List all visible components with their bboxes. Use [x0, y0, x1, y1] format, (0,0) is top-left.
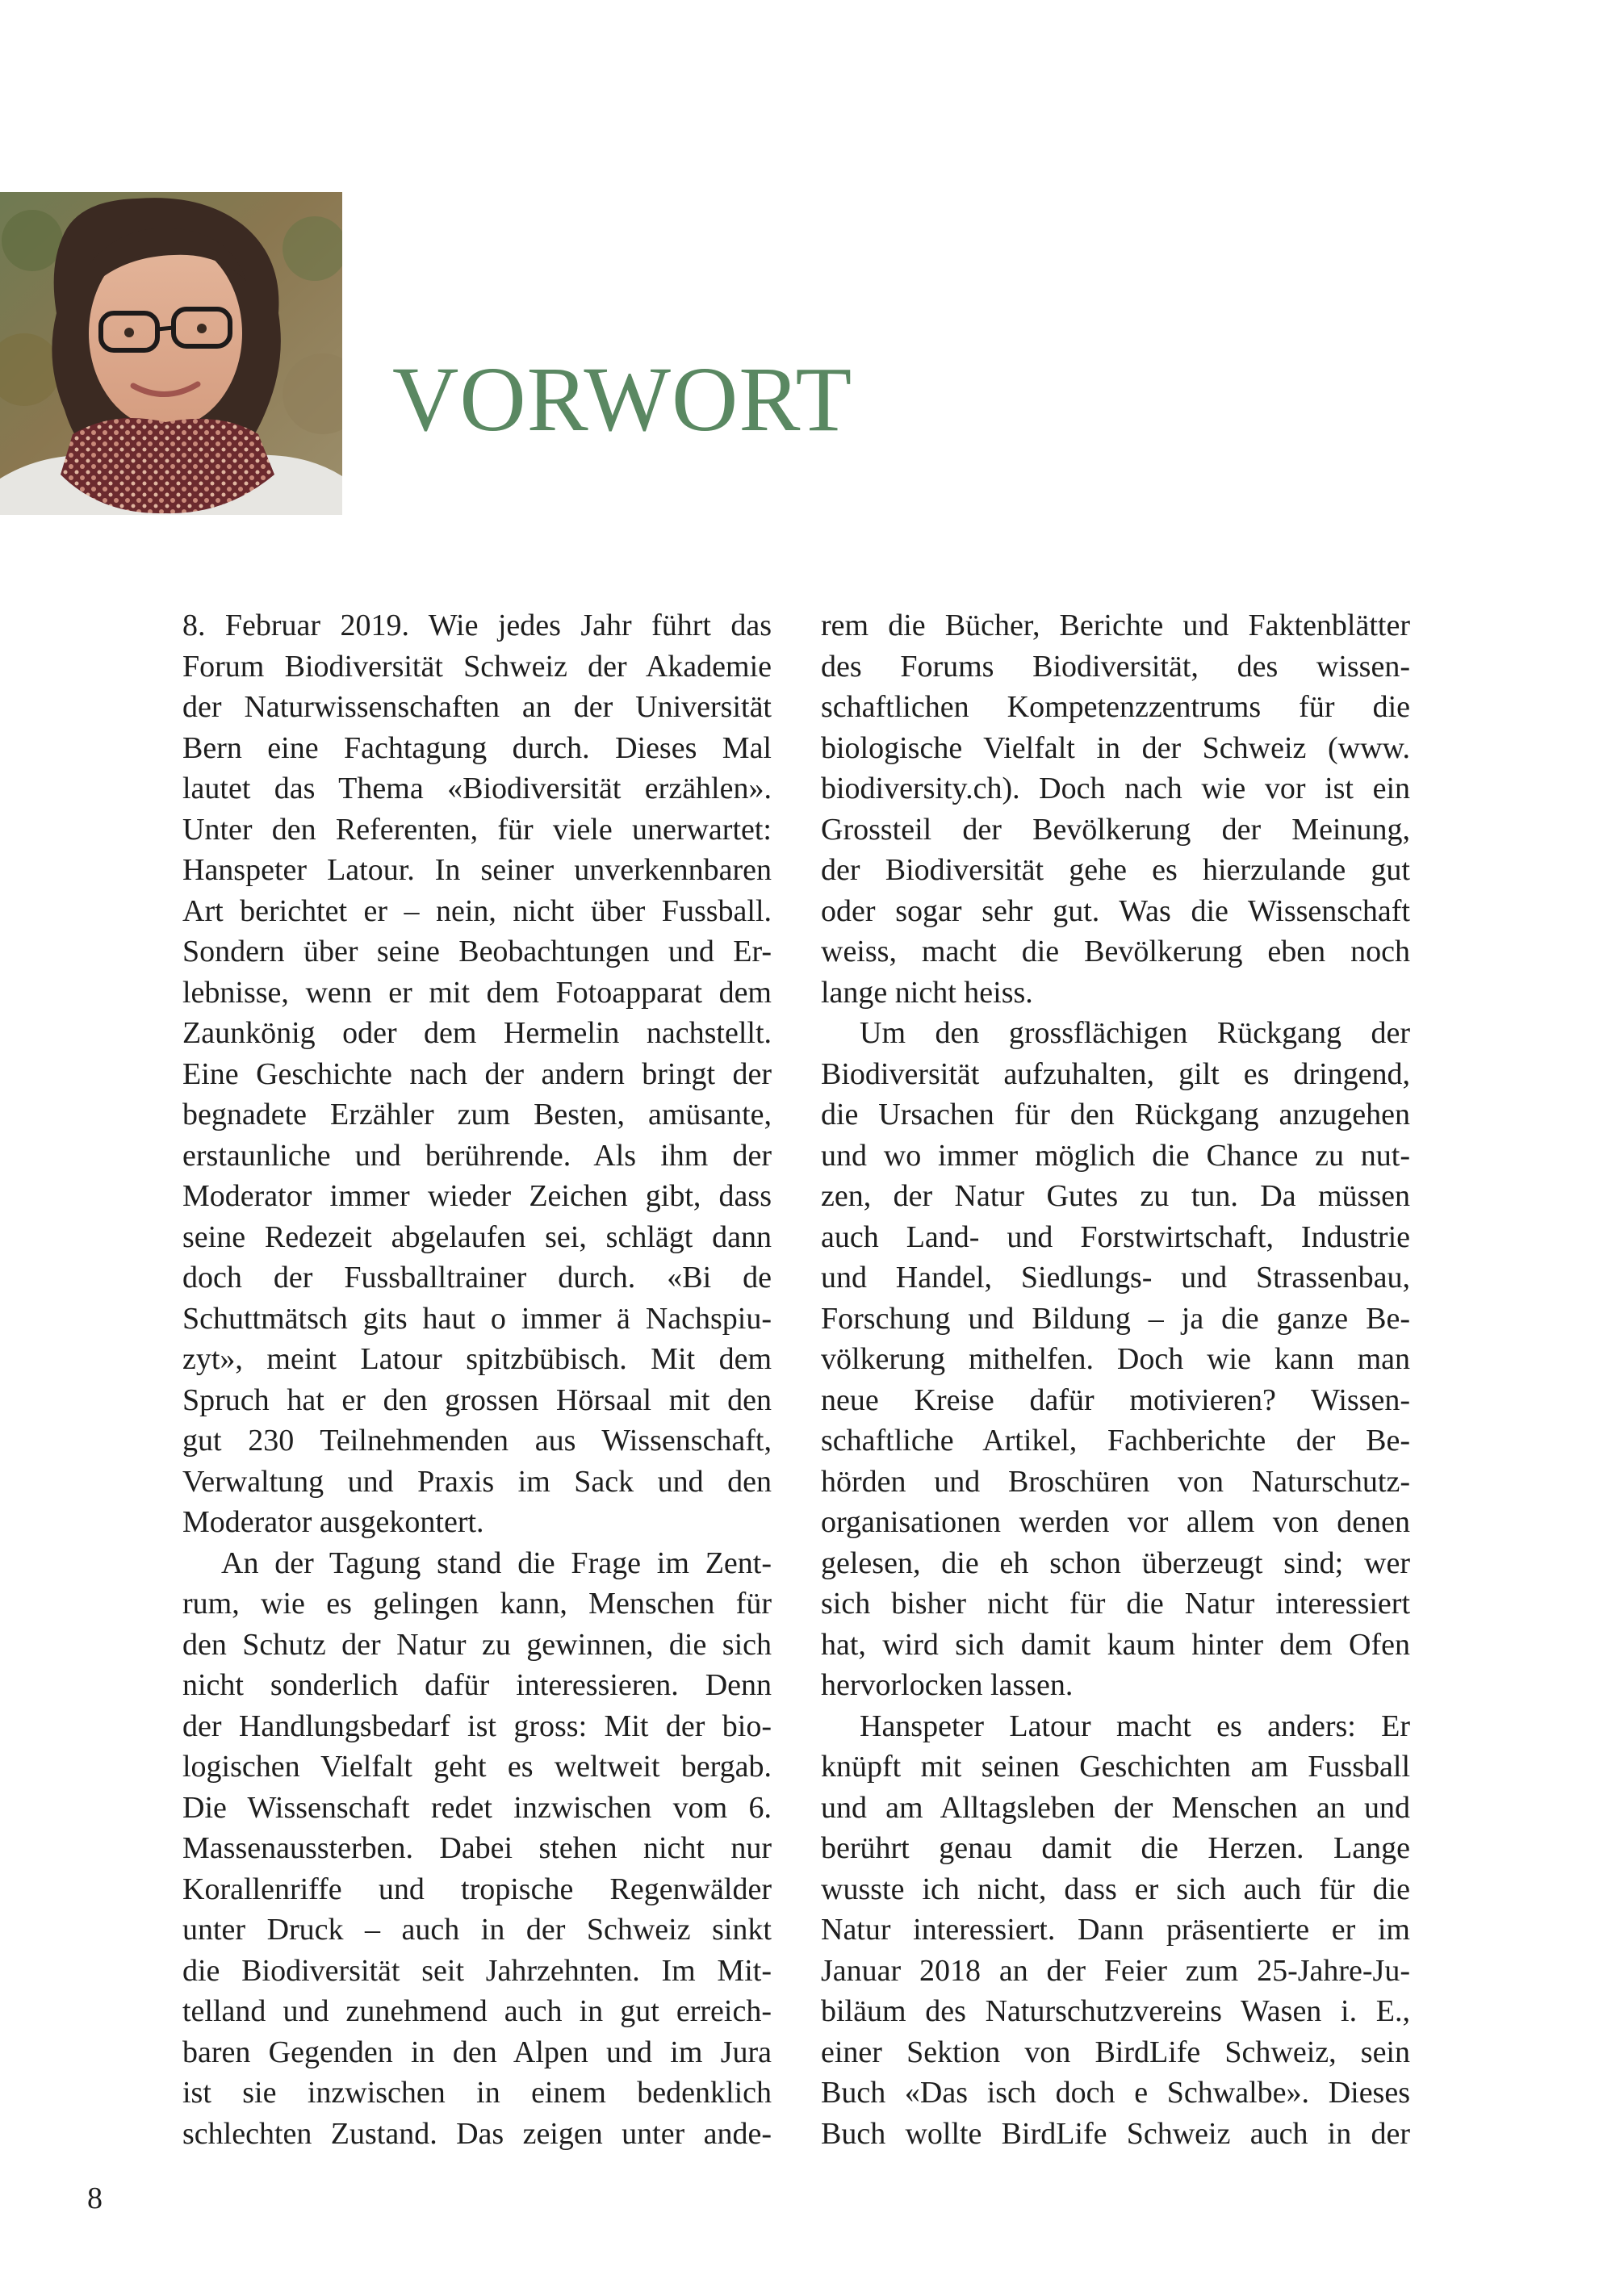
text-line: Eine Geschichte nach der andern bringt der	[182, 1056, 772, 1091]
text-line: gelesen, die eh schon überzeugt sind; wer	[821, 1546, 1410, 1580]
text-line: erstaunliche und berührende. Als ihm der	[182, 1138, 772, 1173]
text-line: Januar 2018 an der Feier zum 25-Jahre-Ju-	[821, 1953, 1410, 1988]
text-line: telland und zunehmend auch in gut erreich-	[182, 1994, 772, 2028]
text-line: gut 230 Teilnehmenden aus Wissenschaft,	[182, 1424, 772, 1458]
text-line: schlechten Zustand. Das zeigen unter ande-	[182, 2116, 772, 2151]
text-line: hörden und Broschüren von Naturschutz-	[821, 1464, 1410, 1499]
text-line: Massenaussterben. Dabei stehen nicht nur	[182, 1831, 772, 1865]
text-line: biodiversity.ch). Doch nach wie vor ist ein	[821, 772, 1410, 805]
text-line: organisationen werden vor allem von denen	[821, 1505, 1410, 1539]
text-line: des Forums Biodiversität, des wissen-	[821, 649, 1410, 684]
text-line: Unter den Referenten, für viele unerwartet:	[182, 812, 772, 847]
text-line: baren Gegenden in den Alpen und im Jura	[182, 2035, 772, 2069]
text-line: Buch «Das isch doch e Schwalbe». Dieses	[821, 2076, 1410, 2110]
text-line: logischen Vielfalt geht es weltweit bergab.	[182, 1750, 772, 1784]
text-column-right	[821, 605, 1410, 2154]
text-line: begnadete Erzähler zum Besten, amüsante,	[182, 1098, 772, 1131]
text-line: der Handlungsbedarf ist gross: Mit der bio-	[182, 1709, 772, 1743]
text-line: Korallenriffe und tropische Regenwälder	[182, 1872, 772, 1906]
text-line: weiss, macht die Bevölkerung eben noch	[821, 935, 1410, 968]
text-line: auch Land- und Forstwirtschaft, Industrie	[821, 1219, 1410, 1254]
text-line: biläum des Naturschutzvereins Wasen i. E.,	[821, 1994, 1410, 2028]
text-line: Schuttmätsch gits haut o immer ä Nachspiu-	[182, 1301, 772, 1336]
text-line: berührt genau damit die Herzen. Lange	[821, 1831, 1410, 1865]
text-line: zen, der Natur Gutes zu tun. Da müssen	[821, 1179, 1410, 1213]
text-line: An der Tagung stand die Frage im Zent-	[221, 1546, 772, 1580]
text-line: der Naturwissenschaften an der Universität	[182, 690, 772, 724]
text-line: Um den grossflächigen Rückgang der	[860, 1016, 1410, 1050]
text-line: rem die Bücher, Berichte und Faktenblätter	[821, 609, 1410, 642]
page-number: 8	[87, 2181, 103, 2215]
text-line: Sondern über seine Beobachtungen und Er-	[182, 935, 772, 968]
text-line: doch der Fussballtrainer durch. «Bi de	[182, 1261, 772, 1295]
text-line: hervorlocken lassen.	[821, 1668, 1074, 1702]
text-line: hat, wird sich damit kaum hinter dem Ofen	[821, 1627, 1410, 1662]
text-line: neue Kreise dafür motivieren? Wissen-	[821, 1382, 1410, 1417]
text-line: Die Wissenschaft redet inzwischen vom 6.	[182, 1790, 772, 1825]
text-line: und am Alltagsleben der Menschen an und	[821, 1790, 1410, 1825]
text-line: unter Druck – auch in der Schweiz sinkt	[182, 1913, 772, 1947]
text-line: lange nicht heiss.	[821, 975, 1033, 1010]
text-line: Bern eine Fachtagung durch. Dieses Mal	[182, 730, 772, 765]
text-line: Moderator immer wieder Zeichen gibt, dass	[182, 1179, 772, 1213]
text-line: Hanspeter Latour. In seiner unverkennbaren	[182, 853, 772, 887]
page-title: VORWORT	[392, 348, 853, 450]
text-line: völkerung mithelfen. Doch wie kann man	[821, 1342, 1410, 1376]
text-line: schaftlichen Kompetenzzentrums für die	[821, 690, 1410, 724]
text-line: lebnisse, wenn er mit dem Fotoapparat dem	[182, 975, 772, 1010]
text-line: Hanspeter Latour macht es anders: Er	[860, 1709, 1410, 1743]
text-line: ist sie inzwischen in einem bedenklich	[182, 2076, 772, 2110]
text-line: die Biodiversität seit Jahrzehnten. Im Mit-	[182, 1953, 772, 1988]
text-line: den Schutz der Natur zu gewinnen, die sich	[182, 1627, 772, 1662]
text-line: Art berichtet er – nein, nicht über Fussball.	[182, 893, 772, 928]
text-line: der Biodiversität gehe es hierzulande gut	[821, 853, 1410, 887]
text-line: nicht sonderlich dafür interessieren. Denn	[182, 1668, 772, 1702]
text-line: knüpft mit seinen Geschichten am Fussball	[821, 1750, 1410, 1784]
text-line: und Handel, Siedlungs- und Strassenbau,	[821, 1261, 1410, 1295]
text-line: sich bisher nicht für die Natur interessiert	[821, 1587, 1410, 1621]
text-line: rum, wie es gelingen kann, Menschen für	[182, 1587, 772, 1621]
text-line: Forum Biodiversität Schweiz der Akademie	[182, 649, 772, 684]
text-line: lautet das Thema «Biodiversität erzählen».	[182, 772, 772, 805]
text-line: biologische Vielfalt in der Schweiz (www.	[821, 730, 1410, 765]
text-line: seine Redezeit abgelaufen sei, schlägt dann	[182, 1219, 772, 1254]
text-line: wusste ich nicht, dass er sich auch für die	[821, 1872, 1410, 1906]
portrait-illustration	[0, 192, 342, 515]
text-line: Buch wollte BirdLife Schweiz auch in der	[821, 2116, 1410, 2151]
text-line: oder sogar sehr gut. Was die Wissenschaft	[821, 893, 1410, 928]
text-line: schaftliche Artikel, Fachberichte der Be-	[821, 1424, 1410, 1458]
text-line: und wo immer möglich die Chance zu nut-	[821, 1138, 1410, 1173]
text-line: 8. Februar 2019. Wie jedes Jahr führt das	[182, 609, 772, 642]
text-line: Natur interessiert. Dann präsentierte er im	[821, 1913, 1410, 1947]
text-line: Grossteil der Bevölkerung der Meinung,	[821, 812, 1410, 847]
text-column-left	[182, 605, 772, 2154]
text-line: die Ursachen für den Rückgang anzugehen	[821, 1098, 1410, 1131]
text-line: Moderator ausgekontert.	[182, 1505, 484, 1539]
text-line: einer Sektion von BirdLife Schweiz, sein	[821, 2035, 1410, 2069]
text-line: Forschung und Bildung – ja die ganze Be-	[821, 1301, 1410, 1336]
text-line: zyt», meint Latour spitzbübisch. Mit dem	[182, 1342, 772, 1376]
text-line: Verwaltung und Praxis im Sack und den	[182, 1464, 772, 1499]
text-line: Spruch hat er den grossen Hörsaal mit den	[182, 1382, 772, 1417]
text-line: Zaunkönig oder dem Hermelin nachstellt.	[182, 1016, 772, 1050]
text-line: Biodiversität aufzuhalten, gilt es dringend,	[821, 1056, 1410, 1091]
portrait-photo	[0, 192, 342, 515]
